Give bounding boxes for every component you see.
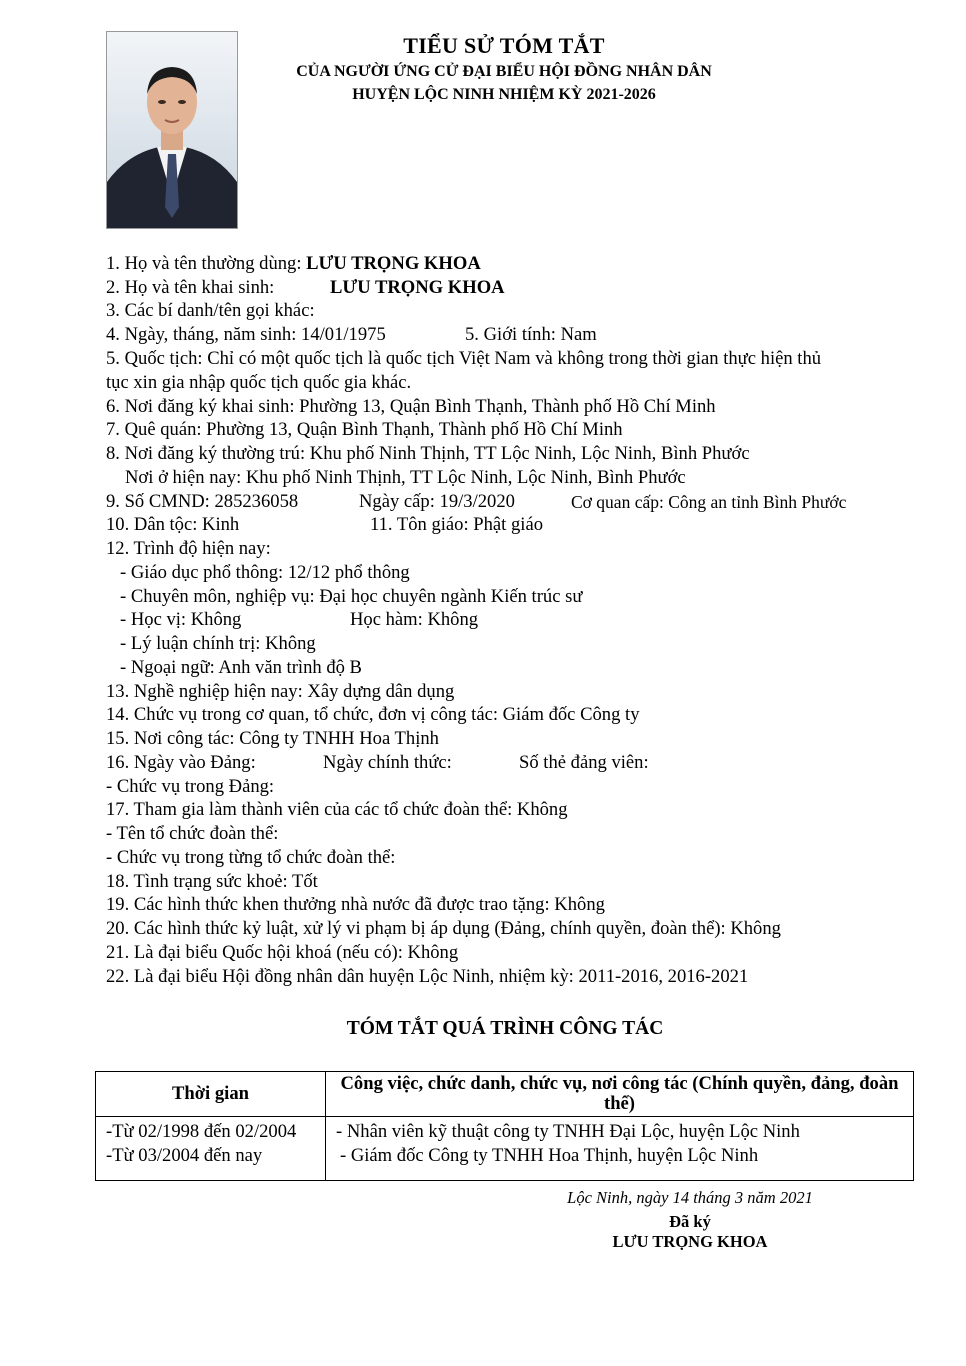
field-union-name: - Tên tổ chức đoàn thể:: [106, 823, 279, 844]
field-common-name: 1. Họ và tên thường dùng: LƯU TRỌNG KHOA: [106, 253, 481, 274]
row-time-1: -Từ 02/1998 đến 02/2004: [106, 1121, 297, 1142]
field-id-issue-date: Ngày cấp: 19/3/2020: [359, 491, 515, 512]
column-header-job: Công việc, chức danh, chức vụ, nơi công tác (Chính quyền, đảng, đoàn thể): [326, 1072, 914, 1117]
field-hometown: 7. Quê quán: Phường 13, Quận Bình Thạnh, Thành phố Hồ Chí Minh: [106, 419, 623, 440]
row-job-2: - Giám đốc Công ty TNHH Hoa Thịnh, huyện Lộc Ninh: [340, 1145, 759, 1166]
field-union-membership: 17. Tham gia làm thành viên của các tổ chức đoàn thể: Không: [106, 799, 568, 820]
field-party-card-number: Số thẻ đảng viên:: [519, 752, 649, 773]
field-discipline: 20. Các hình thức kỷ luật, xử lý vi phạm bị áp dụng (Đảng, chính quyền, đoàn thể): Không: [106, 918, 781, 939]
table-header-row: [96, 1072, 914, 1117]
field-position: 14. Chức vụ trong cơ quan, tổ chức, đơn vị công tác: Giám đốc Công ty: [106, 704, 640, 725]
signature-date: Lộc Ninh, ngày 14 tháng 3 năm 2021: [567, 1188, 813, 1207]
row-job-1: - Nhân viên kỹ thuật công ty TNHH Đại Lộc, huyện Lộc Ninh: [336, 1121, 800, 1142]
portrait-photo: [106, 31, 238, 229]
signature-signed: Đã ký: [669, 1212, 711, 1231]
field-id-issuer: Cơ quan cấp: Công an tỉnh Bình Phước: [571, 492, 847, 512]
field-national-assembly: 21. Là đại biểu Quốc hội khoá (nếu có): Không: [106, 942, 459, 963]
document-subtitle-1: CỦA NGƯỜI ỨNG CỬ ĐẠI BIỂU HỘI ĐỒNG NHÂN DÂN: [296, 63, 712, 80]
birth-name-value: LƯU TRỌNG KHOA: [330, 277, 505, 298]
signature-name: LƯU TRỌNG KHOA: [612, 1232, 768, 1251]
field-nationality-cont: tục xin gia nhập quốc tịch quốc gia khác.: [106, 372, 412, 393]
field-id-number: 9. Số CMND: 285236058: [106, 491, 299, 512]
field-academic-title: Học hàm: Không: [350, 609, 479, 630]
field-union-position: - Chức vụ trong từng tổ chức đoàn thể:: [106, 847, 396, 868]
field-permanent-residence: 8. Nơi đăng ký thường trú: Khu phố Ninh Thịnh, TT Lộc Ninh, Lộc Ninh, Bình Phước: [106, 443, 750, 464]
field-current-residence: Nơi ở hiện nay: Khu phố Ninh Thịnh, TT Lộc Ninh, Lộc Ninh, Bình Phước: [125, 467, 686, 488]
field-religion: 11. Tôn giáo: Phật giáo: [370, 514, 544, 535]
document-header: [236, 32, 772, 106]
field-occupation: 13. Nghề nghiệp hiện nay: Xây dựng dân dụng: [106, 681, 455, 702]
field-nationality: 5. Quốc tịch: Chỉ có một quốc tịch là quốc tịch Việt Nam và không trong thời gian thực hiện thủ: [106, 348, 822, 369]
field-birth-registration: 6. Nơi đăng ký khai sinh: Phường 13, Quận Bình Thạnh, Thành phố Hồ Chí Minh: [106, 396, 716, 417]
field-birth-date: 4. Ngày, tháng, năm sinh: 14/01/1975: [106, 324, 386, 345]
field-specialization: - Chuyên môn, nghiệp vụ: Đại học chuyên ngành Kiến trúc sư: [120, 586, 583, 607]
field-ethnicity: 10. Dân tộc: Kinh: [106, 514, 240, 535]
field-party-join-date: 16. Ngày vào Đảng:: [106, 752, 256, 773]
field-gender: 5. Giới tính: Nam: [465, 324, 597, 345]
job-cell: [326, 1117, 914, 1181]
common-name-value: LƯU TRỌNG KHOA: [306, 253, 481, 274]
field-party-official-date: Ngày chính thức:: [323, 752, 452, 773]
field-awards: 19. Các hình thức khen thưởng nhà nước đã được trao tặng: Không: [106, 894, 605, 915]
table-row: [96, 1117, 914, 1181]
document-title: TIỂU SỬ TÓM TẮT: [403, 33, 605, 58]
document-subtitle-2: HUYỆN LỘC NINH NHIỆM KỲ 2021-2026: [352, 86, 656, 103]
field-council-terms: 22. Là đại biểu Hội đồng nhân dân huyện Lộc Ninh, nhiệm kỳ: 2011-2016, 2016-2021: [106, 966, 749, 987]
field-workplace: 15. Nơi công tác: Công ty TNHH Hoa Thịnh: [106, 728, 439, 749]
row-time-2: -Từ 03/2004 đến nay: [106, 1145, 263, 1166]
work-history-table: [95, 1071, 914, 1181]
field-health: 18. Tình trạng sức khoẻ: Tốt: [106, 871, 318, 892]
field-general-education: - Giáo dục phổ thông: 12/12 phổ thông: [120, 562, 410, 583]
field-political-theory: - Lý luận chính trị: Không: [120, 633, 316, 654]
time-cell: [96, 1117, 326, 1181]
field-degree: - Học vị: Không: [120, 609, 242, 630]
field-aliases: 3. Các bí danh/tên gọi khác:: [106, 300, 315, 321]
field-birth-name: 2. Họ và tên khai sinh:: [106, 277, 275, 298]
field-foreign-language: - Ngoại ngữ: Anh văn trình độ B: [120, 657, 362, 678]
work-history-title: TÓM TẮT QUÁ TRÌNH CÔNG TÁC: [346, 1018, 664, 1039]
field-education: 12. Trình độ hiện nay:: [106, 538, 271, 559]
field-party-position: - Chức vụ trong Đảng:: [106, 776, 275, 797]
column-header-time: Thời gian: [96, 1072, 326, 1117]
